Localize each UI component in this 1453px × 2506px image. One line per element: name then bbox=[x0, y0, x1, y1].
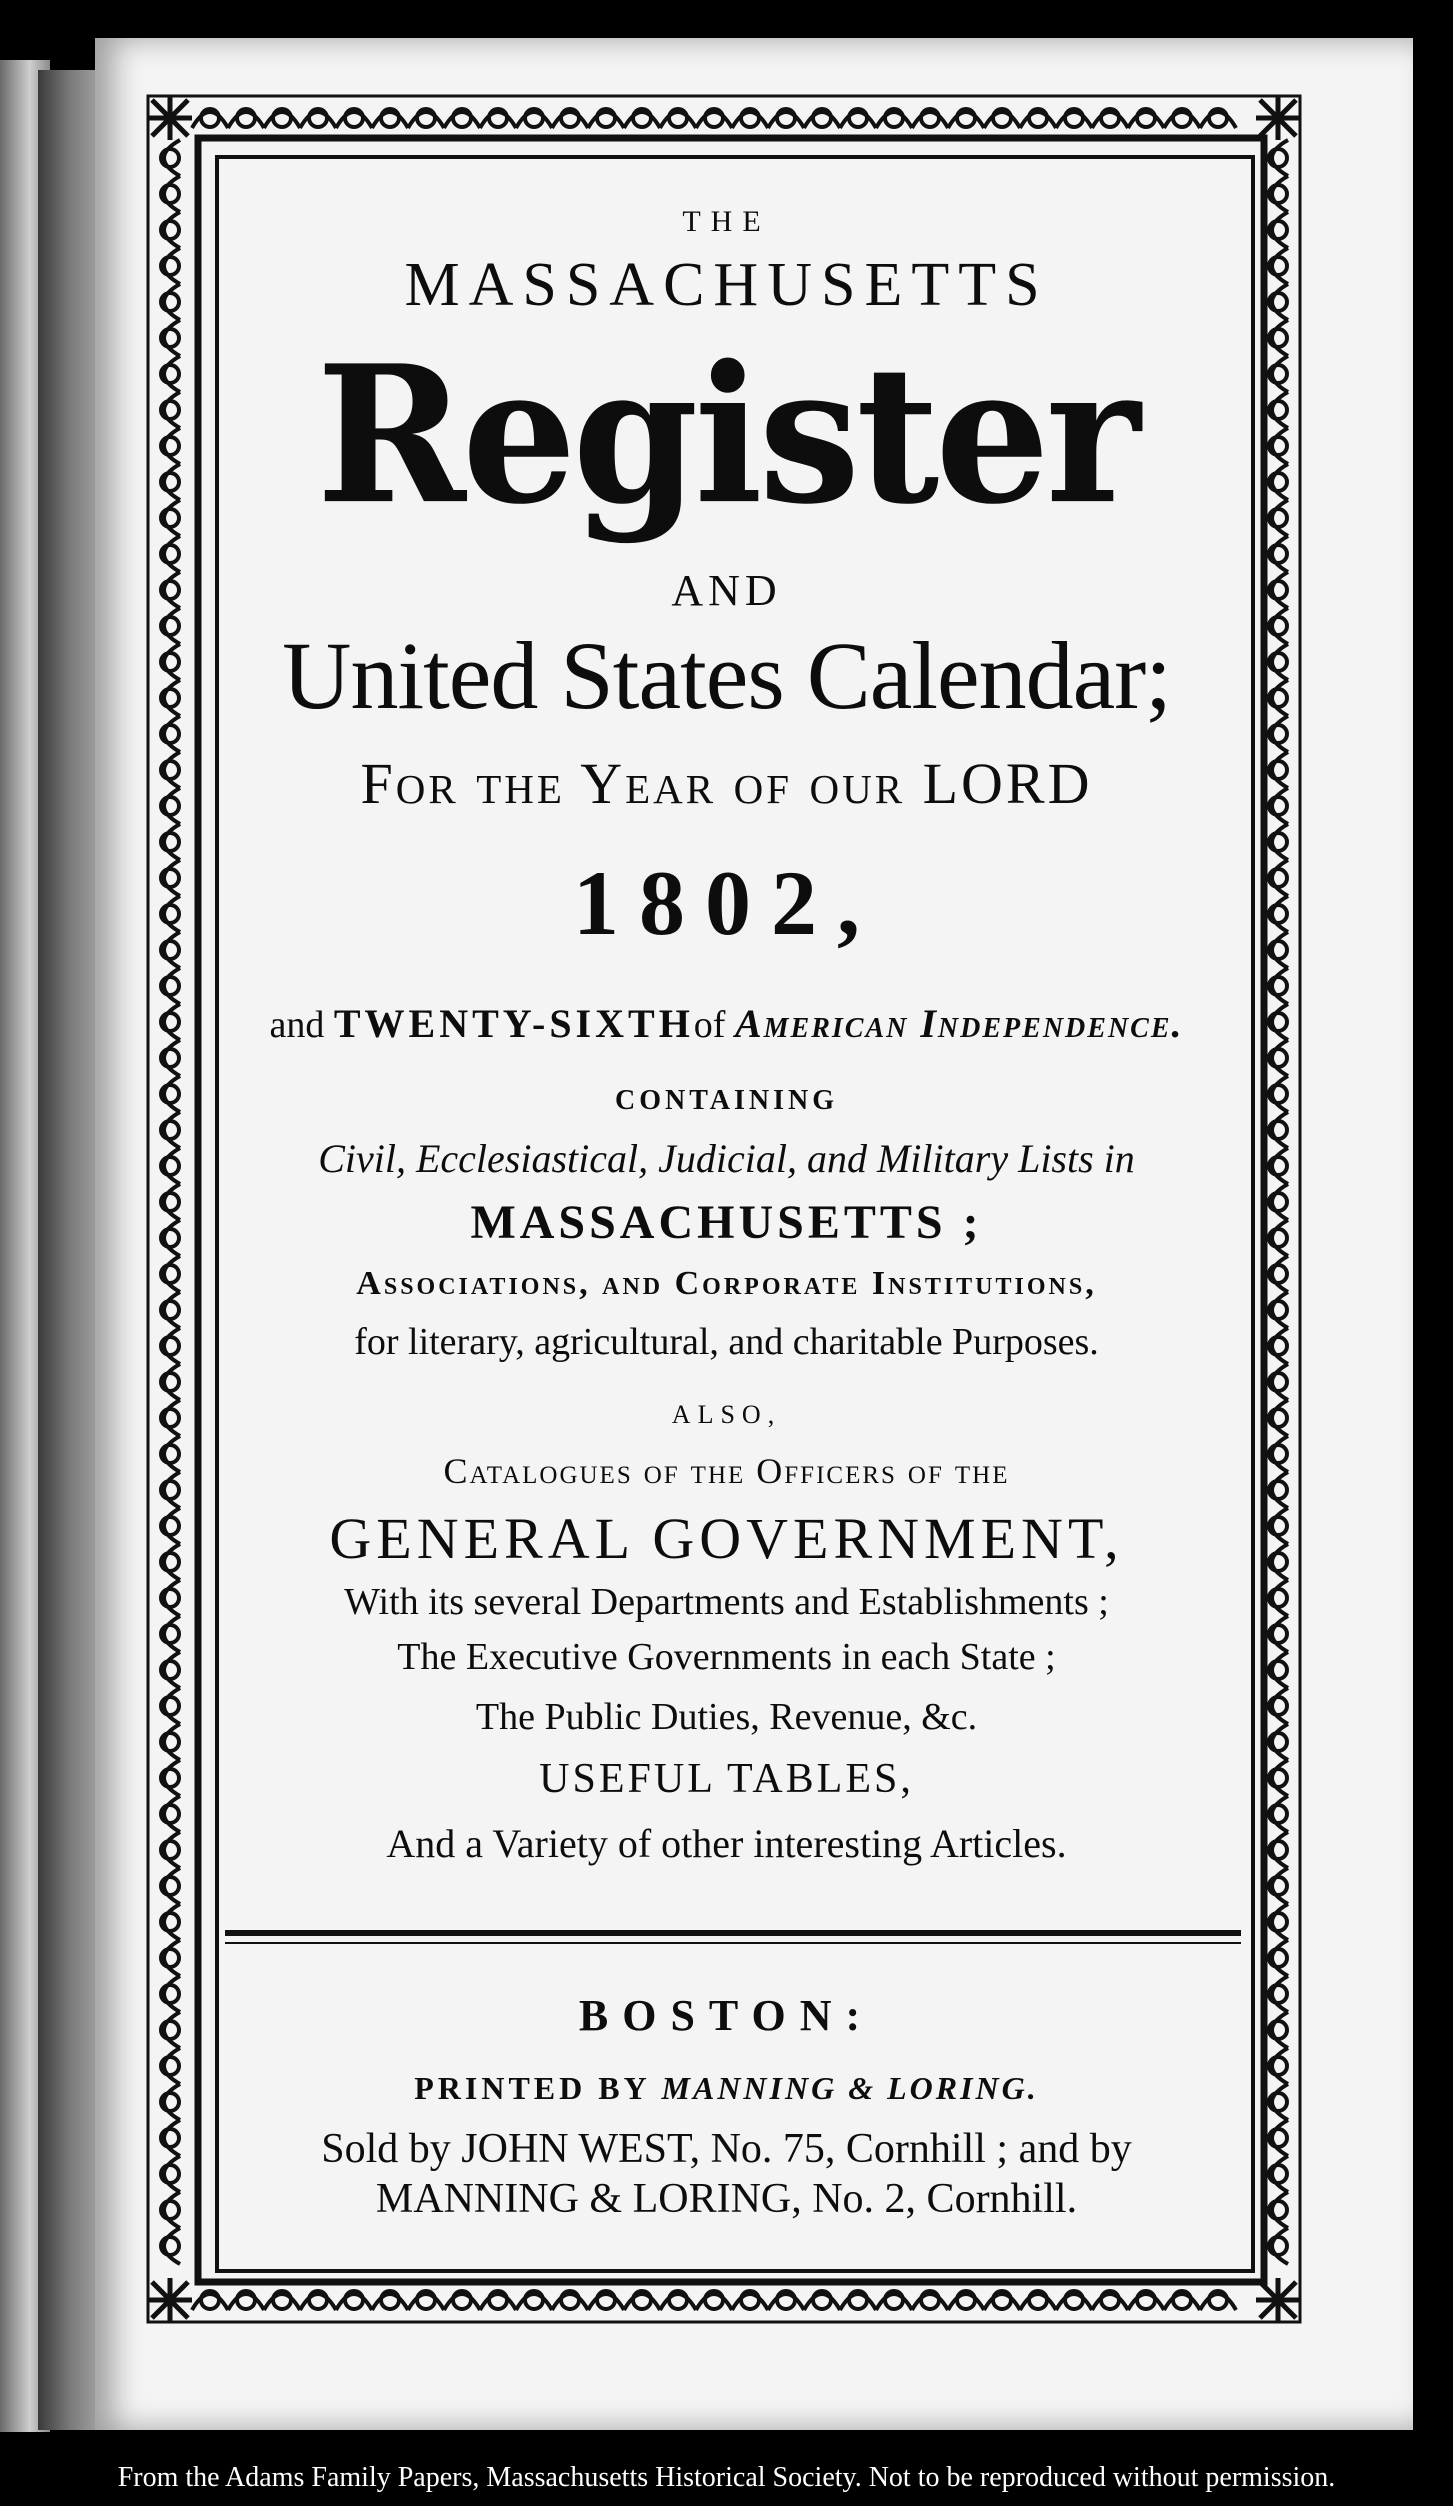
executive-line: The Executive Governments in each State ; bbox=[397, 1636, 1056, 1678]
manning-loring-line: MANNING & LORING, No. 2, Cornhill. bbox=[375, 2176, 1078, 2222]
public-duties-line: The Public Duties, Revenue, &c. bbox=[475, 1696, 978, 1738]
title-massachusetts: MASSACHUSETTS bbox=[404, 251, 1049, 319]
independence-ordinal: TWENTY-SIXTH bbox=[333, 1001, 694, 1046]
independence-name: American Independence. bbox=[734, 1001, 1184, 1046]
title-register: Register bbox=[316, 324, 1137, 547]
departments-line: With its several Departments and Establishments ; bbox=[344, 1581, 1109, 1623]
independence-line bbox=[269, 1000, 1183, 1047]
thin-rule bbox=[225, 1942, 1241, 1944]
independence-of: of bbox=[693, 1004, 726, 1046]
title-the: THE bbox=[682, 205, 771, 238]
title-united-states-calendar: United States Calendar; bbox=[282, 622, 1171, 729]
useful-tables-heading: USEFUL TABLES, bbox=[539, 1756, 914, 1802]
massachusetts-subheading: MASSACHUSETTS ; bbox=[470, 1196, 983, 1249]
printed-by-line bbox=[414, 2070, 1039, 2107]
title-and: AND bbox=[671, 566, 782, 615]
printers-name: MANNING & LORING. bbox=[661, 2070, 1039, 2106]
containing-heading: CONTAINING bbox=[614, 1085, 839, 1116]
independence-prefix: and bbox=[269, 1004, 325, 1046]
purposes-line: for literary, agricultural, and charitable Purposes. bbox=[354, 1321, 1099, 1363]
title-year-1802: 1802, bbox=[573, 852, 880, 954]
archive-caption: From the Adams Family Papers, Massachusetts Historical Society. Not to be reproduced without permission. bbox=[117, 2462, 1336, 2493]
title-for-the-year: For the Year of our LORD bbox=[360, 751, 1093, 816]
associations-line: Associations, and Corporate Institutions, bbox=[356, 1265, 1097, 1302]
sold-by-line: Sold by JOHN WEST, No. 75, Cornhill ; and by bbox=[321, 2126, 1132, 2172]
general-government-heading: GENERAL GOVERNMENT, bbox=[329, 1506, 1124, 1571]
lists-line: Civil, Ecclesiastical, Judicial, and Military Lists in bbox=[318, 1136, 1135, 1181]
thick-rule bbox=[225, 1930, 1241, 1936]
printed-by-label: PRINTED BY bbox=[414, 2070, 650, 2106]
also-heading: ALSO, bbox=[671, 1400, 782, 1429]
catalogues-line: Catalogues of the Officers of the bbox=[443, 1451, 1010, 1491]
imprint-place: BOSTON: bbox=[578, 1991, 875, 2040]
variety-line: And a Variety of other interesting Articles. bbox=[386, 1821, 1067, 1866]
